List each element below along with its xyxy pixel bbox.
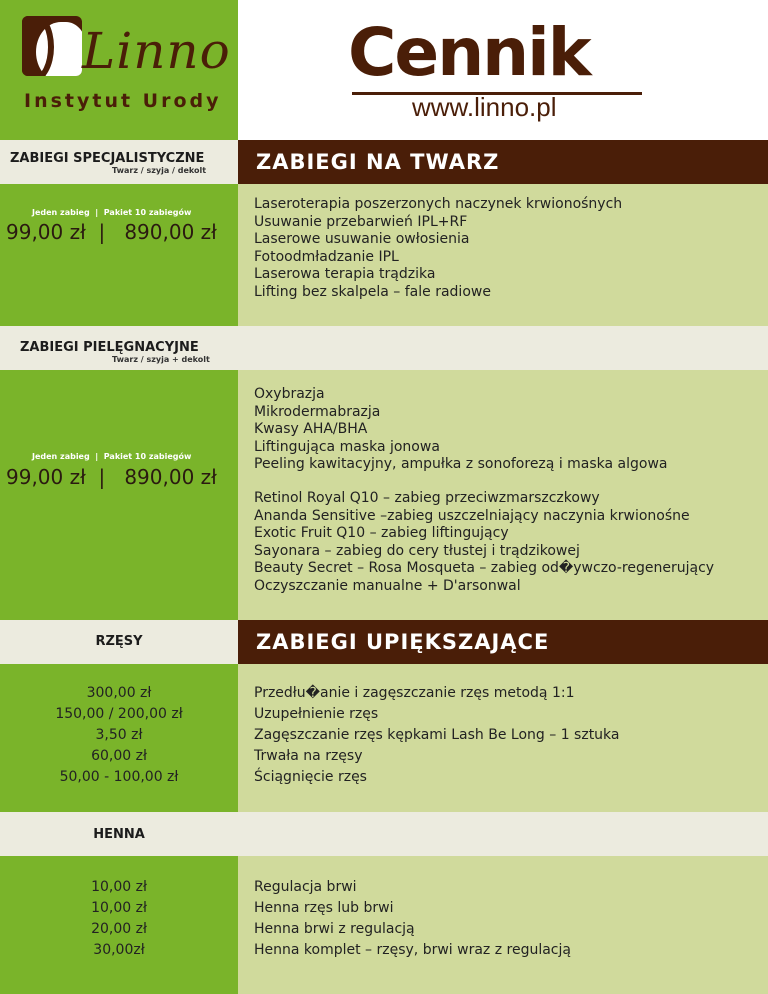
list-item: Mikrodermabrazja: [254, 403, 381, 420]
page-title: Cennik: [348, 14, 590, 91]
list-item: Laserowa terapia trądzika: [254, 266, 436, 282]
list-item: Ananda Sensitive –zabieg uszczelniający naczynia krwionośne: [254, 507, 690, 524]
list-item: Fotoodmładzanie IPL: [254, 248, 399, 265]
price-item: 150,00 / 200,00 zł: [55, 706, 183, 722]
list-item: Usuwanie przebarwień IPL+RF: [254, 213, 468, 230]
list-item: Trwała na rzęsy: [254, 748, 363, 764]
price-item: 300,00 zł: [86, 685, 152, 701]
list-item: Exotic Fruit Q10 – zabieg liftingujący: [254, 525, 509, 541]
price-item: 20,00 zł: [91, 921, 147, 937]
website-link[interactable]: www.linno.pl: [412, 92, 557, 122]
logo-subtitle: Instytut Urody: [24, 90, 222, 112]
list-item: Liftingująca maska jonowa: [254, 438, 440, 455]
care-subheading: Twarz / szyja + dekolt: [112, 355, 210, 364]
specialist-price-panel: [0, 184, 238, 326]
care-price-line: 99,00 zł | 890,00 zł: [6, 465, 217, 489]
specialist-price-labels: Jeden zabieg | Pakiet 10 zabiegów: [32, 208, 192, 217]
logo-name: Linno: [82, 22, 231, 80]
list-item: Oczyszczanie manualne + D'arsonwal: [254, 577, 521, 594]
price-item: 30,00zł: [93, 942, 145, 958]
list-item: Ściągnięcie rzęs: [254, 769, 367, 785]
lashes-heading: RZĘSY: [95, 634, 143, 649]
list-item: Sayonara – zabieg do cery tłustej i trądzikowej: [254, 542, 580, 559]
price-item: 3,50 zł: [95, 727, 143, 743]
list-item: Oxybrazja: [254, 386, 325, 402]
list-item: Beauty Secret – Rosa Mosqueta – zabieg od�ywczo-regenerujący: [254, 560, 715, 576]
list-item: Henna komplet – rzęsy, brwi wraz z regulacją: [254, 942, 571, 958]
care-heading: ZABIEGI PIELĘGNACYJNE: [20, 340, 199, 355]
henna-price-list: [0, 877, 238, 961]
list-item: Peeling kawitacyjny, ampułka z sonoforezą i maska algowa: [254, 456, 668, 472]
care-list-a: [254, 386, 668, 474]
list-item: Zagęszczanie rzęs kępkami Lash Be Long – 1 sztuka: [254, 727, 620, 743]
list-item: Uzupełnienie rzęs: [254, 706, 379, 722]
list-item: Kwasy AHA/BHA: [254, 421, 368, 437]
list-item: Przedłu�anie i zagęszczanie rzęs metodą 1:1: [254, 685, 575, 701]
face-list: [254, 196, 622, 301]
lashes-list: [254, 683, 620, 788]
beauty-title: ZABIEGI UPIĘKSZAJĄCE: [256, 630, 550, 654]
henna-heading: HENNA: [93, 827, 145, 842]
lashes-price-list: [0, 683, 238, 788]
list-item: Lifting bez skalpela – fale radiowe: [254, 283, 491, 300]
logo-face-icon: [22, 16, 82, 76]
price-item: 50,00 - 100,00 zł: [59, 769, 179, 785]
list-item: Laseroterapia poszerzonych naczynek krwionośnych: [254, 196, 623, 212]
care-price-panel: [0, 370, 238, 620]
list-item: Henna rzęs lub brwi: [254, 900, 394, 916]
list-item: Laserowe usuwanie owłosienia: [254, 231, 470, 247]
price-item: 60,00 zł: [91, 748, 147, 764]
list-item: Regulacja brwi: [254, 879, 357, 895]
care-list-b: [254, 490, 714, 595]
specialist-subheading: Twarz / szyja / dekolt: [112, 166, 207, 175]
list-item: Retinol Royal Q10 – zabieg przeciwzmarszczkowy: [254, 490, 600, 506]
price-item: 10,00 zł: [91, 900, 147, 916]
face-title: ZABIEGI NA TWARZ: [256, 150, 500, 174]
care-price-labels: Jeden zabieg | Pakiet 10 zabiegów: [32, 452, 192, 461]
henna-list: [254, 877, 571, 961]
list-item: Henna brwi z regulacją: [254, 921, 415, 937]
price-item: 10,00 zł: [91, 879, 147, 895]
specialist-price-line: 99,00 zł | 890,00 zł: [6, 220, 217, 244]
specialist-heading: ZABIEGI SPECJALISTYCZNE: [10, 151, 205, 166]
